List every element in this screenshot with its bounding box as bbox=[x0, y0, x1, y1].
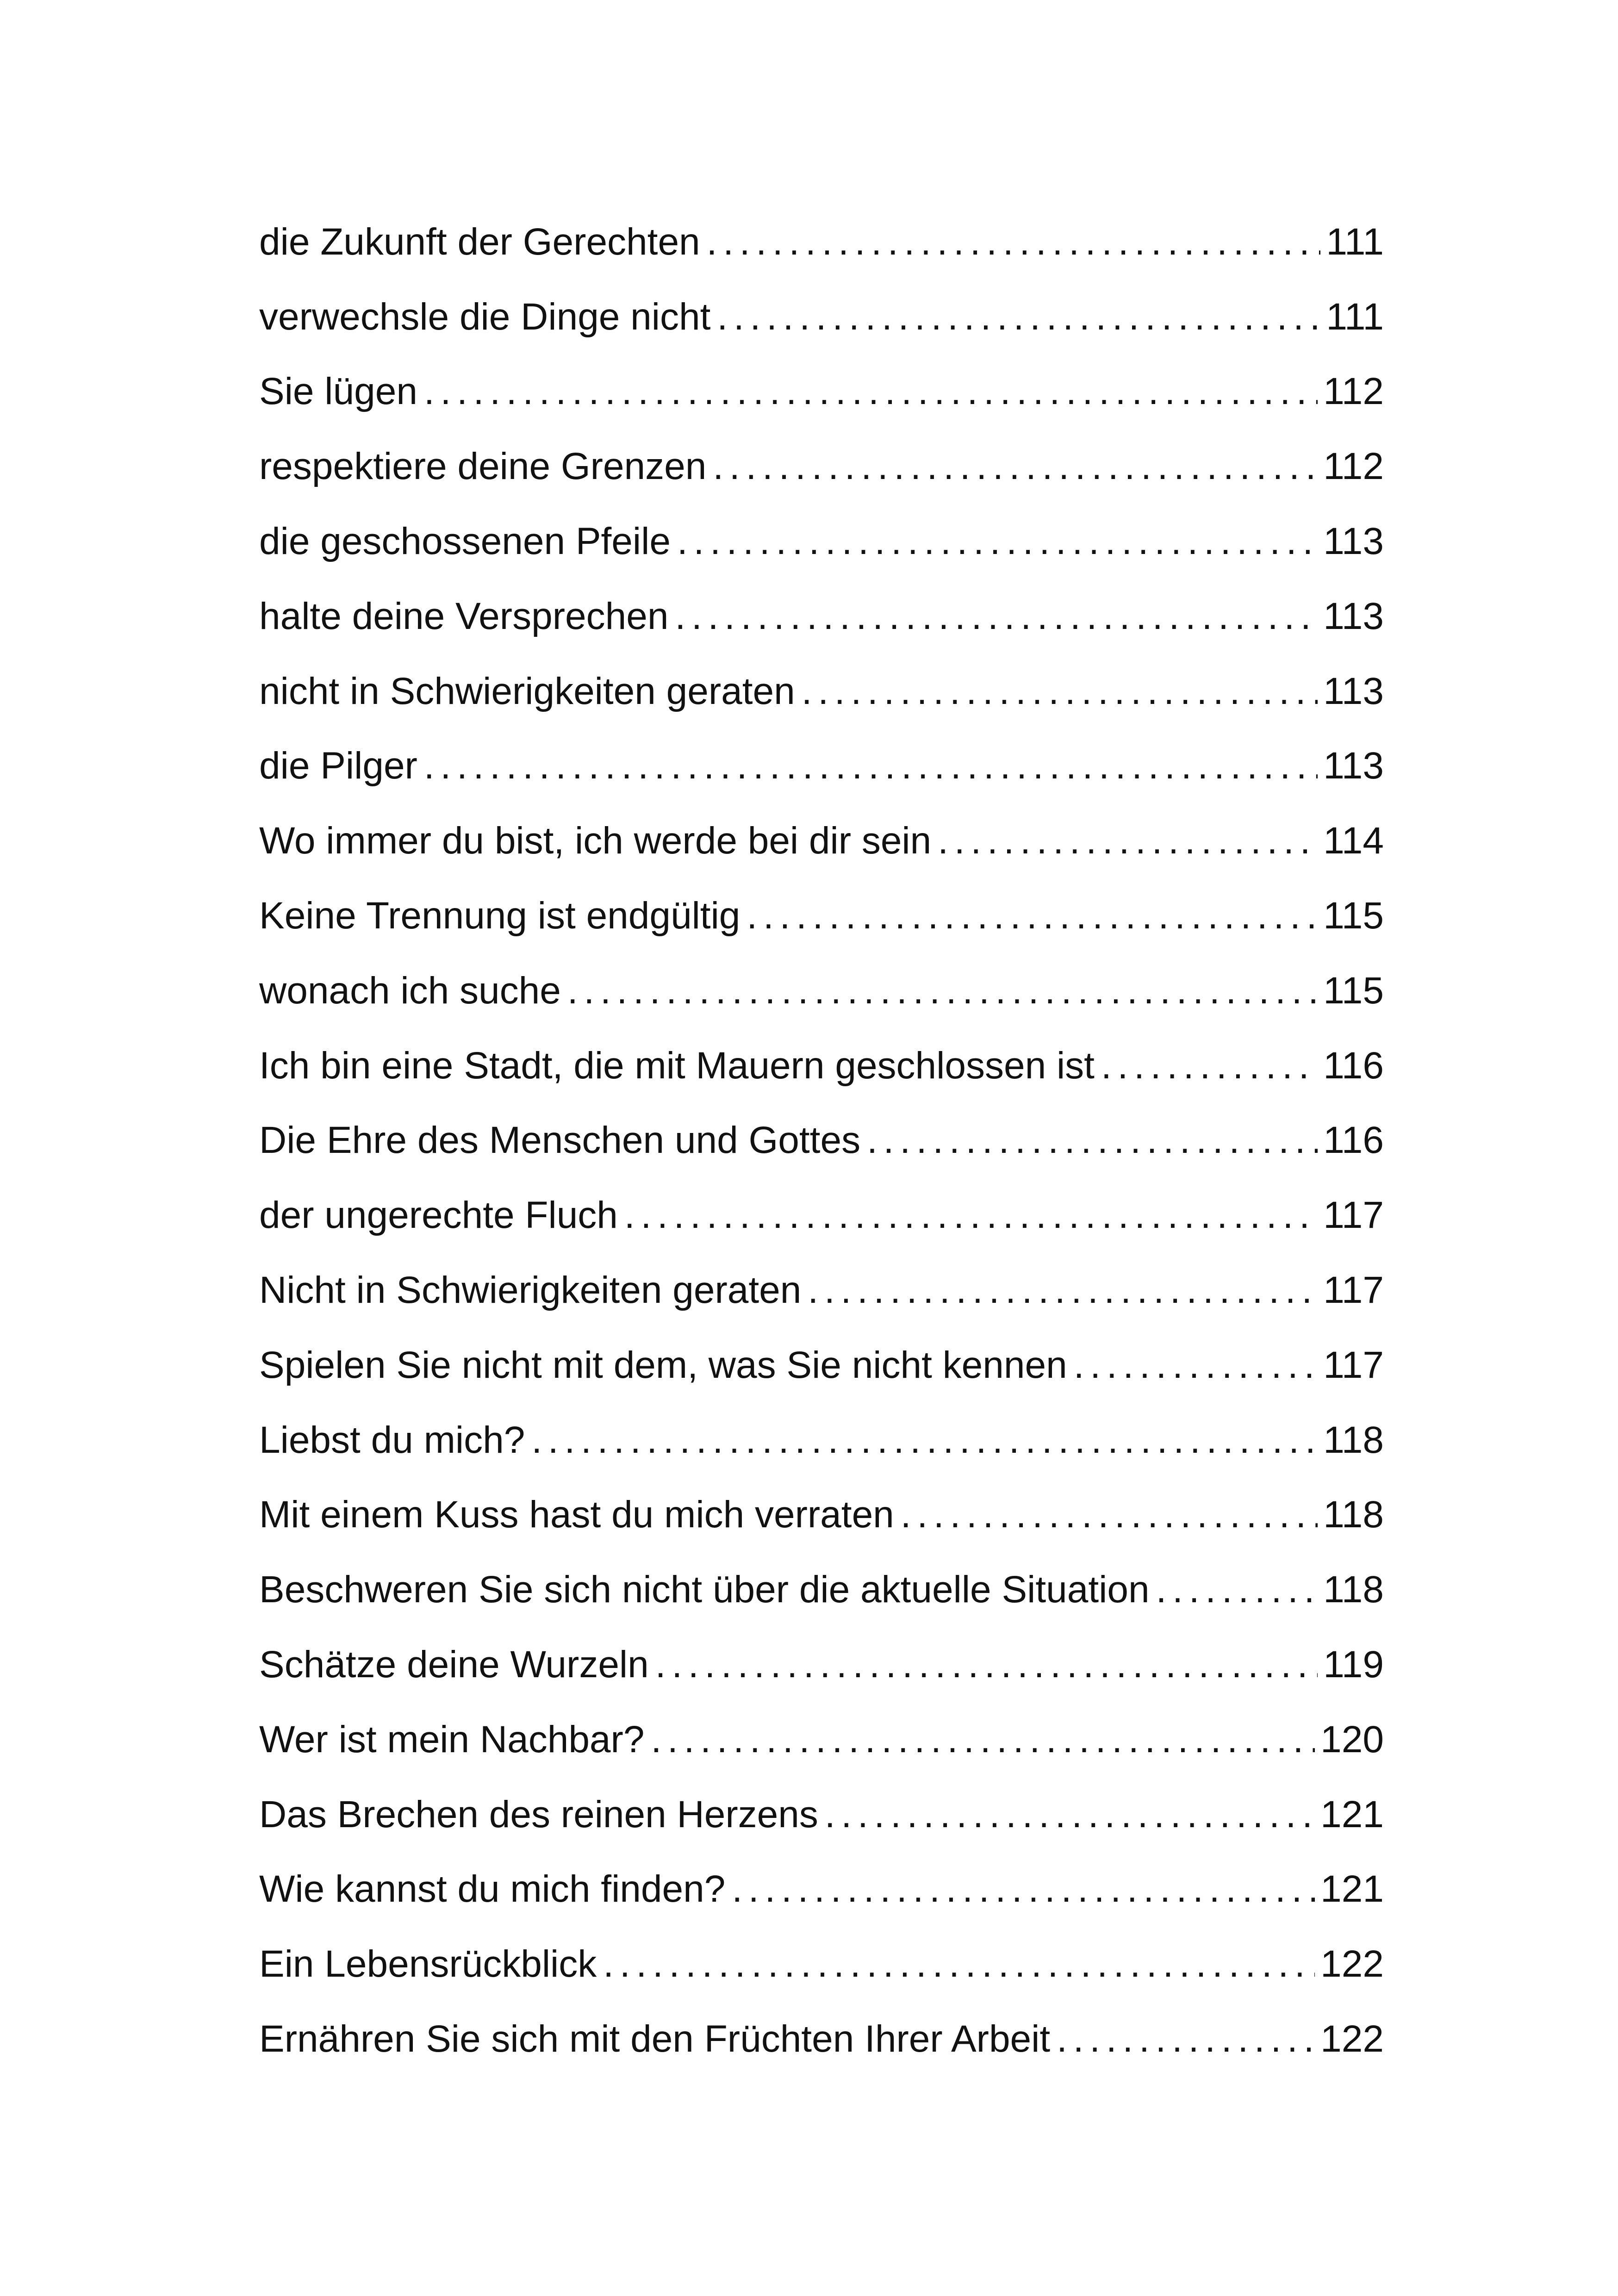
toc-dot-leader bbox=[747, 897, 1318, 935]
toc-entry-title: die Pilger bbox=[259, 745, 417, 787]
toc-entry-title: Spielen Sie nicht mit dem, was Sie nicht kennen bbox=[259, 1344, 1067, 1386]
toc-entry-title: Sie lügen bbox=[259, 370, 417, 413]
toc-entry[interactable] bbox=[259, 1852, 1384, 1927]
toc-entry-title: der ungerechte Fluch bbox=[259, 1194, 618, 1237]
toc-entry[interactable] bbox=[259, 729, 1384, 804]
toc-entry[interactable] bbox=[259, 280, 1384, 355]
toc-dot-leader bbox=[603, 1945, 1315, 1983]
toc-entry-page: 117 bbox=[1323, 1194, 1384, 1237]
toc-entry[interactable] bbox=[259, 504, 1384, 579]
toc-dot-leader bbox=[567, 972, 1318, 1010]
toc-entry-title: nicht in Schwierigkeiten geraten bbox=[259, 670, 795, 712]
toc-entry-page: 112 bbox=[1323, 370, 1384, 413]
toc-dot-leader bbox=[655, 1646, 1318, 1684]
toc-entry-page: 113 bbox=[1323, 745, 1384, 787]
toc-entry-title: Liebst du mich? bbox=[259, 1419, 525, 1461]
toc-entry[interactable] bbox=[259, 1552, 1384, 1627]
toc-entry-page: 120 bbox=[1320, 1718, 1384, 1761]
toc-entry-page: 122 bbox=[1320, 2018, 1384, 2060]
toc-entry-page: 115 bbox=[1323, 895, 1384, 937]
toc-dot-leader bbox=[713, 448, 1318, 485]
toc-entry-title: Nicht in Schwierigkeiten geraten bbox=[259, 1269, 802, 1312]
toc-entry-title: Ich bin eine Stadt, die mit Mauern geschlossen ist bbox=[259, 1044, 1095, 1087]
toc-dot-leader bbox=[531, 1421, 1318, 1459]
toc-entry[interactable] bbox=[259, 2002, 1384, 2077]
toc-entry-page: 116 bbox=[1323, 1044, 1384, 1087]
toc-entry[interactable] bbox=[259, 1403, 1384, 1478]
toc-entry-title: Ernähren Sie sich mit den Früchten Ihrer Arbeit bbox=[259, 2018, 1051, 2060]
toc-dot-leader bbox=[802, 672, 1318, 710]
toc-entry[interactable] bbox=[259, 1028, 1384, 1103]
toc-entry[interactable] bbox=[259, 1478, 1384, 1553]
toc-dot-leader bbox=[717, 298, 1320, 336]
toc-dot-leader bbox=[1156, 1571, 1318, 1609]
toc-entry-title: die Zukunft der Gerechten bbox=[259, 220, 700, 263]
toc-dot-leader bbox=[732, 1870, 1315, 1908]
toc-entry-title: Das Brechen des reinen Herzens bbox=[259, 1793, 818, 1836]
toc-entry-title: verwechsle die Dinge nicht bbox=[259, 295, 711, 338]
toc-entry[interactable] bbox=[259, 1178, 1384, 1253]
toc-entry-page: 111 bbox=[1326, 220, 1384, 263]
toc-dot-leader bbox=[424, 747, 1318, 785]
toc-entry-page: 113 bbox=[1323, 670, 1384, 712]
toc-entry[interactable] bbox=[259, 579, 1384, 654]
toc-dot-leader bbox=[901, 1496, 1318, 1534]
toc-entry[interactable] bbox=[259, 803, 1384, 878]
toc-entry[interactable] bbox=[259, 355, 1384, 429]
toc-entry[interactable] bbox=[259, 1702, 1384, 1777]
toc-dot-leader bbox=[1057, 2020, 1315, 2058]
toc-dot-leader bbox=[677, 523, 1318, 560]
toc-entry[interactable] bbox=[259, 1253, 1384, 1328]
toc-entry-title: halte deine Versprechen bbox=[259, 595, 669, 637]
table-of-contents bbox=[259, 205, 1384, 2077]
toc-entry-title: die geschossenen Pfeile bbox=[259, 520, 671, 563]
toc-dot-leader bbox=[707, 223, 1321, 261]
toc-dot-leader bbox=[1101, 1047, 1318, 1085]
toc-dot-leader bbox=[867, 1121, 1318, 1159]
toc-entry-title: Mit einem Kuss hast du mich verraten bbox=[259, 1493, 894, 1536]
toc-entry-page: 114 bbox=[1323, 820, 1384, 862]
toc-entry-page: 113 bbox=[1323, 595, 1384, 637]
toc-entry[interactable] bbox=[259, 878, 1384, 953]
toc-entry-title: wonach ich suche bbox=[259, 969, 561, 1012]
toc-entry-title: Wer ist mein Nachbar? bbox=[259, 1718, 645, 1761]
toc-entry[interactable] bbox=[259, 953, 1384, 1028]
toc-entry-page: 113 bbox=[1323, 520, 1384, 563]
toc-entry[interactable] bbox=[259, 1627, 1384, 1702]
toc-dot-leader bbox=[624, 1196, 1318, 1234]
toc-entry[interactable] bbox=[259, 1777, 1384, 1852]
toc-entry-title: Beschweren Sie sich nicht über die aktuelle Situation bbox=[259, 1568, 1150, 1611]
toc-entry-page: 115 bbox=[1323, 969, 1384, 1012]
toc-entry-title: Keine Trennung ist endgültig bbox=[259, 895, 741, 937]
toc-entry-page: 121 bbox=[1320, 1868, 1384, 1910]
toc-entry-page: 118 bbox=[1323, 1493, 1384, 1536]
toc-entry-page: 119 bbox=[1323, 1643, 1384, 1686]
toc-entry-title: Wie kannst du mich finden? bbox=[259, 1868, 726, 1910]
toc-entry-page: 118 bbox=[1323, 1419, 1384, 1461]
toc-dot-leader bbox=[808, 1271, 1318, 1309]
toc-entry[interactable] bbox=[259, 1927, 1384, 2002]
toc-entry-page: 122 bbox=[1320, 1943, 1384, 1985]
toc-entry-page: 116 bbox=[1323, 1119, 1384, 1162]
toc-dot-leader bbox=[825, 1796, 1315, 1834]
toc-dot-leader bbox=[938, 822, 1318, 860]
toc-entry-page: 112 bbox=[1323, 445, 1384, 488]
toc-dot-leader bbox=[651, 1721, 1315, 1759]
toc-entry-title: Wo immer du bist, ich werde bei dir sein bbox=[259, 820, 932, 862]
toc-dot-leader bbox=[424, 373, 1318, 411]
toc-entry[interactable] bbox=[259, 429, 1384, 504]
toc-dot-leader bbox=[675, 597, 1318, 635]
toc-entry-page: 117 bbox=[1323, 1269, 1384, 1312]
toc-entry-title: Ein Lebensrückblick bbox=[259, 1943, 597, 1985]
toc-dot-leader bbox=[1074, 1346, 1318, 1384]
toc-entry[interactable] bbox=[259, 1328, 1384, 1403]
toc-entry-title: Schätze deine Wurzeln bbox=[259, 1643, 649, 1686]
toc-entry[interactable] bbox=[259, 654, 1384, 729]
toc-entry-page: 111 bbox=[1326, 295, 1384, 338]
toc-entry[interactable] bbox=[259, 205, 1384, 280]
toc-entry-title: respektiere deine Grenzen bbox=[259, 445, 707, 488]
toc-entry[interactable] bbox=[259, 1103, 1384, 1178]
toc-entry-page: 121 bbox=[1320, 1793, 1384, 1836]
toc-entry-page: 117 bbox=[1323, 1344, 1384, 1386]
toc-entry-title: Die Ehre des Menschen und Gottes bbox=[259, 1119, 861, 1162]
toc-entry-page: 118 bbox=[1323, 1568, 1384, 1611]
